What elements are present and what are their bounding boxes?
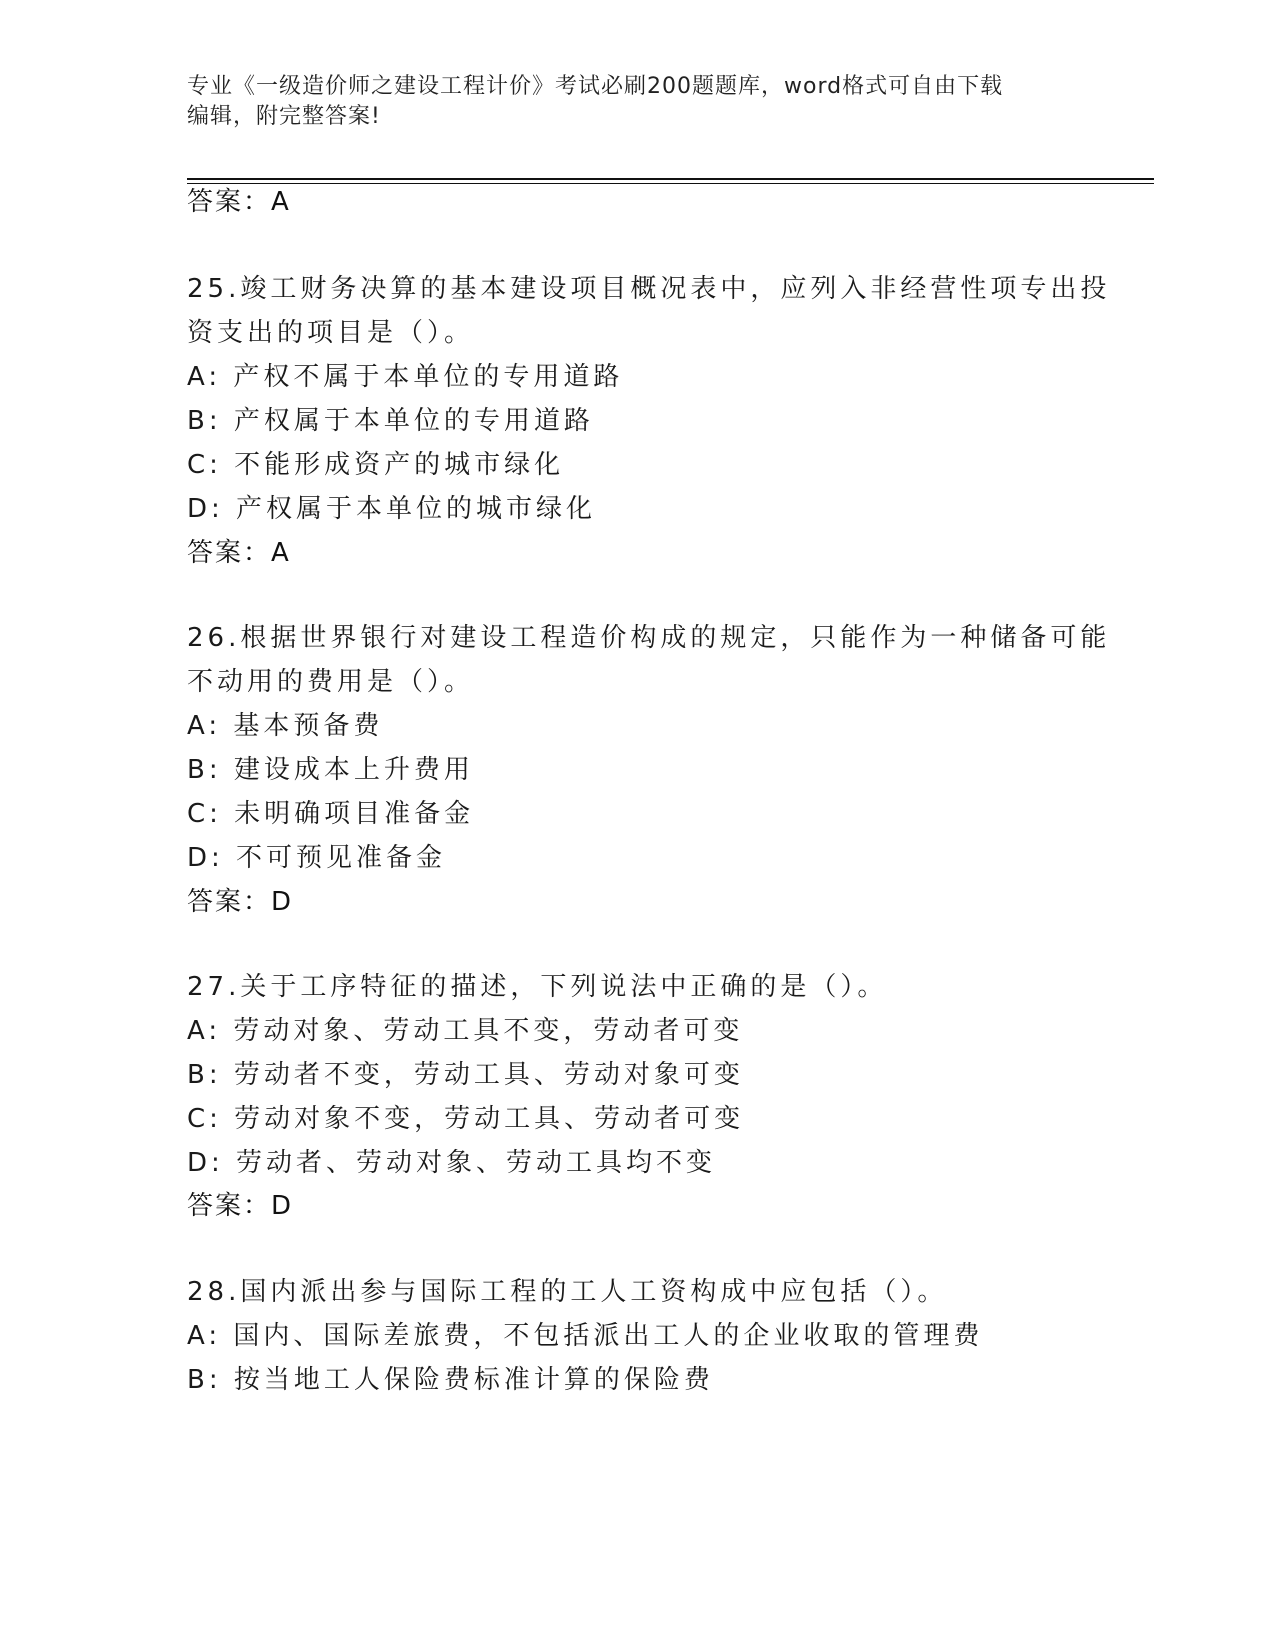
question-28-option-b: B: 按当地工人保险费标准计算的保险费 [187, 1365, 714, 1395]
header-line-1: 专业《一级造价师之建设工程计价》考试必刷200题题库，word格式可自由下载 [187, 74, 1004, 99]
question-25-answer: 答案：A [187, 538, 291, 568]
question-26-option-a: A: 基本预备费 [187, 711, 384, 741]
question-28-option-a: A: 国内、国际差旅费，不包括派出工人的企业收取的管理费 [187, 1321, 984, 1351]
question-26-option-c: C: 未明确项目准备金 [187, 799, 475, 829]
question-27-stem: 27.关于工序特征的描述，下列说法中正确的是（）。 [187, 972, 888, 1002]
question-25-stem-line-1: 25.竣工财务决算的基本建设项目概况表中，应列入非经营性项专出投 [187, 274, 1111, 304]
question-25-option-b: B: 产权属于本单位的专用道路 [187, 406, 594, 436]
question-26-stem-line-2: 不动用的费用是（）。 [187, 667, 475, 697]
question-26-stem-line-1: 26.根据世界银行对建设工程造价构成的规定，只能作为一种储备可能 [187, 623, 1111, 653]
question-26-answer: 答案：D [187, 887, 294, 917]
question-26-option-b: B: 建设成本上升费用 [187, 755, 474, 785]
question-27-option-c: C: 劳动对象不变，劳动工具、劳动者可变 [187, 1104, 745, 1134]
question-27-answer: 答案：D [187, 1191, 294, 1221]
question-25-stem-line-2: 资支出的项目是（）。 [187, 318, 475, 348]
question-25-option-d: D: 产权属于本单位的城市绿化 [187, 494, 597, 524]
question-26-option-d: D: 不可预见准备金 [187, 843, 447, 873]
question-25-option-c: C: 不能形成资产的城市绿化 [187, 450, 565, 480]
header-line-2: 编辑，附完整答案! [187, 104, 381, 129]
question-28-stem: 28.国内派出参与国际工程的工人工资构成中应包括（）。 [187, 1277, 948, 1307]
answer-top: 答案：A [187, 187, 291, 217]
document-header [187, 72, 1087, 132]
header-divider-thick [187, 178, 1154, 180]
question-27-option-d: D: 劳动者、劳动对象、劳动工具均不变 [187, 1148, 717, 1178]
header-divider-thin [187, 183, 1154, 184]
question-27-option-b: B: 劳动者不变，劳动工具、劳动对象可变 [187, 1060, 744, 1090]
question-27-option-a: A: 劳动对象、劳动工具不变，劳动者可变 [187, 1016, 744, 1046]
question-25-option-a: A: 产权不属于本单位的专用道路 [187, 362, 624, 392]
